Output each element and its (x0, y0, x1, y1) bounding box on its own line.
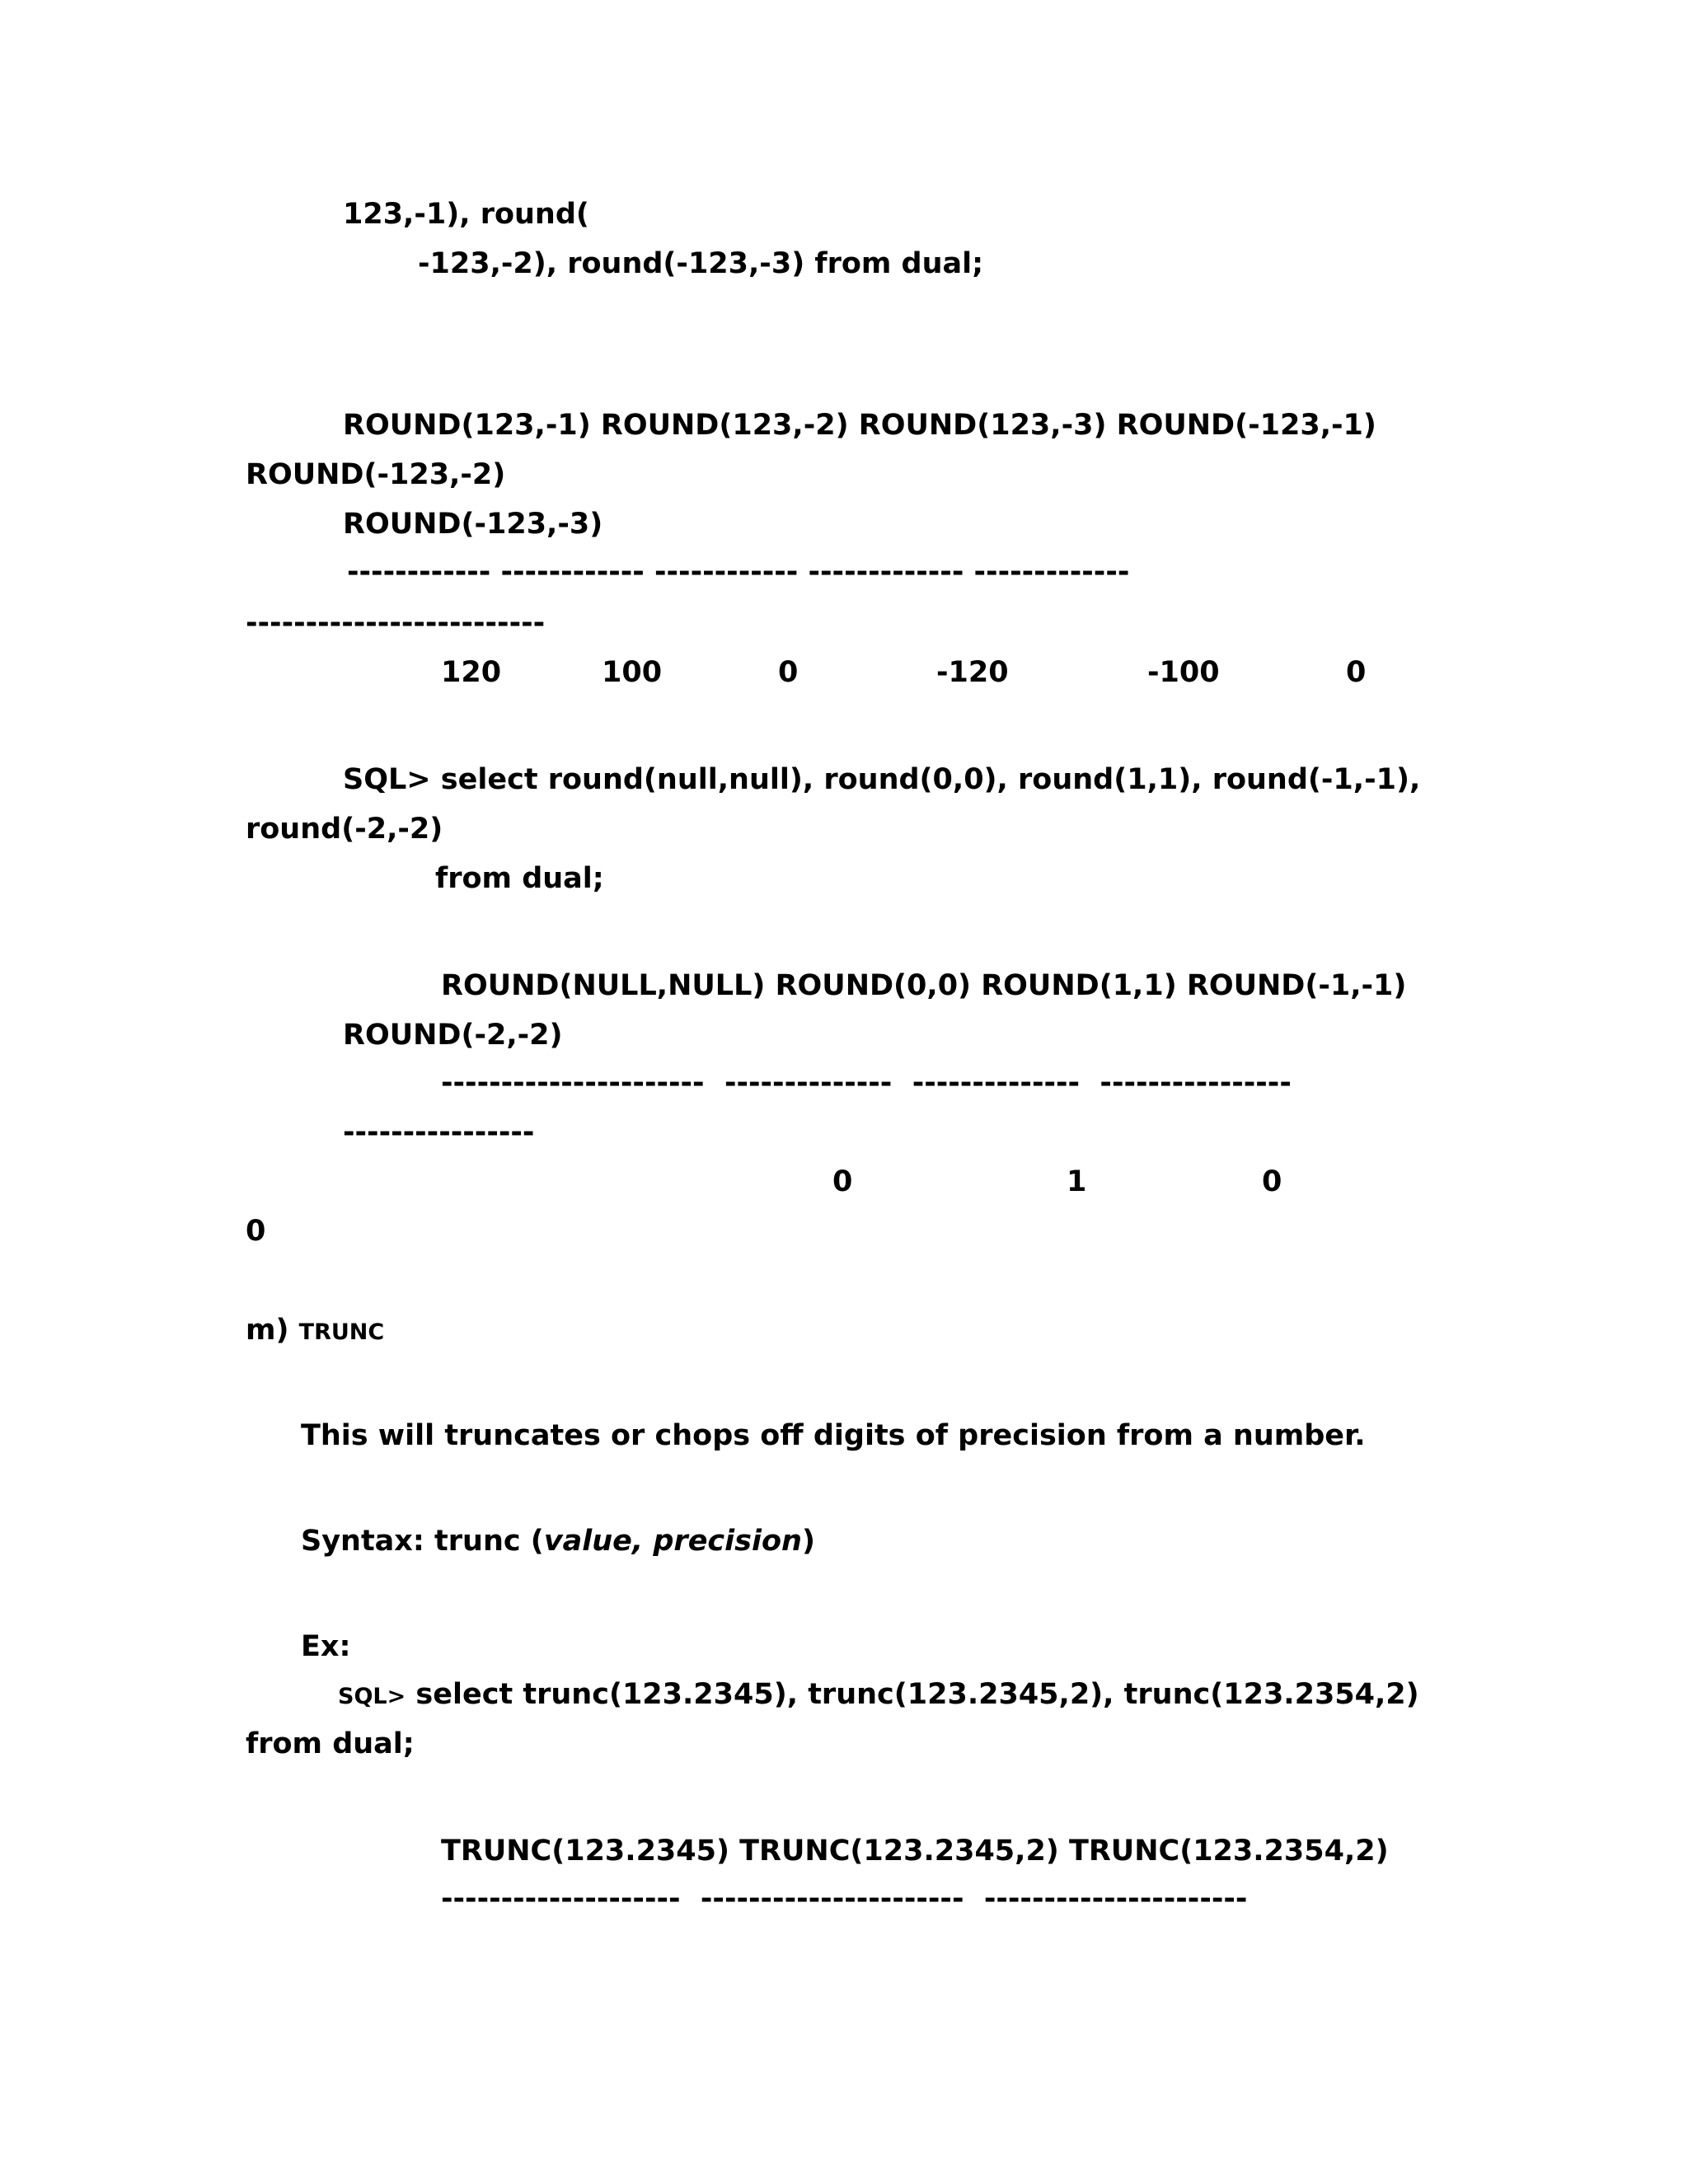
round-neg-header-line-2: ROUND(-123,-2) (246, 458, 506, 491)
trunc-query-text: select trunc(123.2345), trunc(123.2345,2), trunc(123.2354,2) (406, 1678, 1419, 1711)
round-null-query-line-1: SQL> select round(null,null), round(0,0), round(1,1), round(-1,-1), (343, 763, 1421, 796)
round-neg-separator-line-2: ------------------------- (246, 607, 546, 640)
round-null-header-line-2: ROUND(-2,-2) (343, 1019, 563, 1052)
trunc-syntax (301, 1523, 815, 1559)
round-neg-result-6: 0 (1346, 656, 1367, 689)
trunc-query-line-1 (338, 1676, 1419, 1715)
round-neg-result-2: 100 (602, 656, 663, 689)
round-null-result-1: 0 (832, 1165, 853, 1198)
round-neg-separator-line-1: ------------ ------------ ------------ ------------- ------------- (347, 555, 1130, 588)
round-null-separator-line-1: ---------------------- -------------- -------------- ---------------- (441, 1066, 1292, 1099)
round-neg-result-3: 0 (778, 656, 799, 689)
round-neg-header-line-1: ROUND(123,-1) ROUND(123,-2) ROUND(123,-3) ROUND(-123,-1) (343, 409, 1376, 442)
round-neg-query-line-1: 123,-1), round( (343, 198, 589, 231)
round-null-separator-line-2: ---------------- (343, 1116, 535, 1149)
round-null-header-line-1: ROUND(NULL,NULL) ROUND(0,0) ROUND(1,1) ROUND(-1,-1) (441, 969, 1407, 1002)
round-null-result-3: 0 (1262, 1165, 1282, 1198)
trunc-heading-prefix: m) (246, 1314, 289, 1347)
round-neg-result-4: -120 (936, 656, 1009, 689)
trunc-query-line-2: from dual; (246, 1727, 415, 1760)
round-null-result-last: 0 (246, 1215, 266, 1248)
round-null-query-line-2: round(-2,-2) (246, 813, 443, 846)
trunc-description: This will truncates or chops off digits of precision from a number. (301, 1419, 1366, 1452)
trunc-header-line: TRUNC(123.2345) TRUNC(123.2345,2) TRUNC(123.2354,2) (441, 1835, 1389, 1868)
trunc-syntax-args: value, precision (543, 1525, 802, 1558)
round-neg-result-5: -100 (1147, 656, 1220, 689)
trunc-query-prompt: SQL> (338, 1684, 406, 1709)
round-neg-result-1: 120 (441, 656, 502, 689)
round-neg-query-line-2: -123,-2), round(-123,-3) from dual; (418, 247, 984, 280)
round-neg-header-line-3: ROUND(-123,-3) (343, 508, 603, 541)
trunc-section-heading (246, 1312, 384, 1351)
trunc-heading-label: TRUNC (298, 1319, 385, 1345)
trunc-syntax-suffix: ) (801, 1525, 815, 1558)
trunc-syntax-prefix: Syntax: trunc ( (301, 1525, 544, 1558)
trunc-separator-line: -------------------- ---------------------- ---------------------- (441, 1882, 1248, 1915)
round-null-result-2: 1 (1067, 1165, 1087, 1198)
round-null-query-line-3: from dual; (435, 862, 604, 895)
trunc-example-label: Ex: (301, 1630, 351, 1663)
